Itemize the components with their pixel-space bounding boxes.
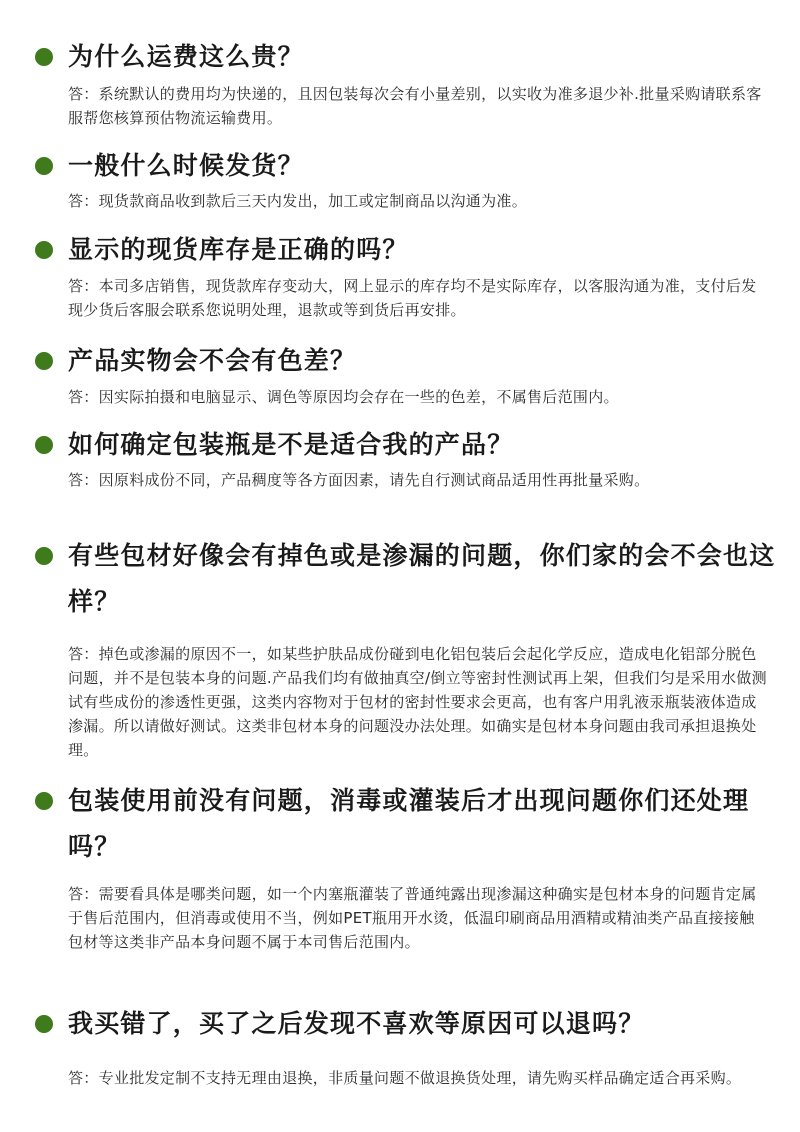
faq-question-2: 一般什么时候发货？ <box>68 151 304 180</box>
faq-answer-7: 答：需要看具体是哪类问题，如一个内塞瓶灌装了普通纯露出现渗漏这种确实是包材本身的问题肯定属于售后范围内，但消毒或使用不当，例如PET瓶用开水烫，低温印刷商品用酒精或精油类产品直接接触包材等这类非产品本身问题不属于本司售后范围内。 <box>68 885 757 951</box>
faq-question-4: 产品实物会不会有色差？ <box>68 346 357 375</box>
bullet-dot-icon <box>35 157 53 175</box>
faq-question-5: 如何确定包装瓶是不是适合我的产品？ <box>68 430 514 459</box>
faq-answer-4: 答：因实际拍摄和电脑显示、调色等原因均会存在一些的色差，不属售后范围内。 <box>68 388 619 406</box>
faq-question-7: 包装使用前没有问题，消毒或灌装后才出现问题你们还处理吗？ <box>68 786 750 861</box>
bullet-dot-icon <box>35 792 53 810</box>
faq-answer-8: 答：专业批发定制不支持无理由退换，非质量问题不做退换货处理，请先购买样品确定适合再采购。 <box>68 1069 742 1087</box>
bullet-dot-icon <box>35 1015 53 1033</box>
faq-answer-3: 答：本司多店销售，现货款库存变动大，网上显示的库存均不是实际库存，以客服沟通为准，支付后发现少货后客服会联系您说明处理，退款或等到货后再安排。 <box>68 277 757 319</box>
bullet-dot-icon <box>35 48 53 66</box>
faq-answer-2: 答：现货款商品收到款后三天内发出，加工或定制商品以沟通为准。 <box>68 192 528 210</box>
bullet-dot-icon <box>35 352 53 370</box>
bullet-dot-icon <box>35 436 53 454</box>
faq-question-8: 我买错了，买了之后发现不喜欢等原因可以退吗？ <box>68 1009 645 1038</box>
faq-question-1: 为什么运费这么贵？ <box>68 42 304 71</box>
bullet-dot-icon <box>35 547 53 565</box>
bullet-dot-icon <box>35 241 53 259</box>
faq-answer-6: 答：掉色或渗漏的原因不一，如某些护肤品成份碰到电化铝包装后会起化学反应，造成电化铝部分脱色问题，并不是包装本身的问题.产品我们均有做抽真空/倒立等密封性测试再上架，但我们匀是采用水做测试有些成份的渗透性更强，这类内容物对于包材的密封性要求会更高，也有客户用乳液汞瓶装液体造成渗漏。所以请做好测试。这类非包材本身的问题没办法处理。如确实是包材本身问题由我司承担退换处理。 <box>68 645 767 759</box>
faq-answer-1: 答：系统默认的费用均为快递的，且因包装每次会有小量差别，以实收为准多退少补.批量采购请联系客服帮您核算预估物流运输费用。 <box>68 85 762 127</box>
faq-answer-5: 答：因原料成份不同，产品稠度等各方面因素，请先自行测试商品适用性再批量采购。 <box>68 471 650 489</box>
faq-question-6: 有些包材好像会有掉色或是渗漏的问题，你们家的会不会也这样？ <box>68 541 776 616</box>
faq-question-3: 显示的现货库存是正确的吗？ <box>68 235 409 264</box>
